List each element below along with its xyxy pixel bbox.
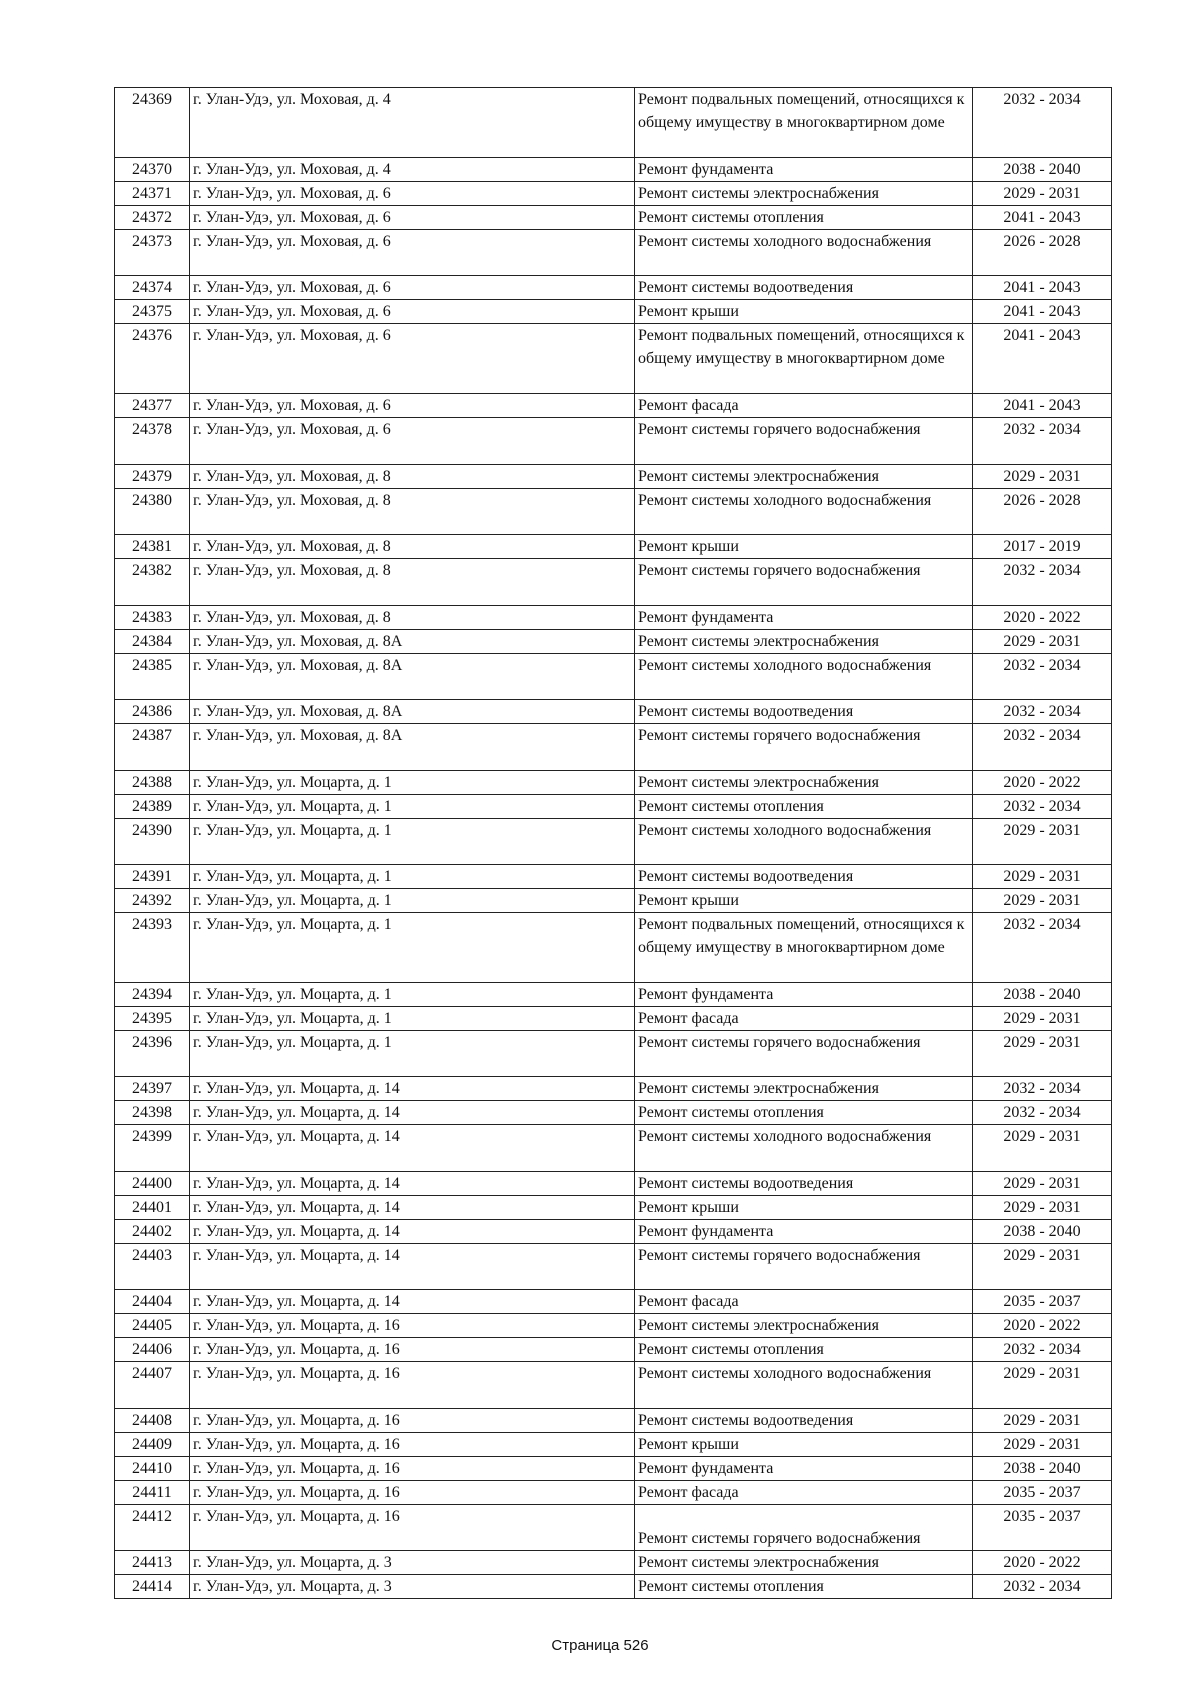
years-cell: 2032 - 2034	[973, 1338, 1112, 1362]
years-cell: 2032 - 2034	[973, 653, 1112, 700]
address-cell: г. Улан-Удэ, ул. Моцарта, д. 14	[190, 1243, 635, 1290]
row-number-cell: 24372	[115, 205, 190, 229]
table-row	[115, 770, 1112, 794]
address-cell: г. Улан-Удэ, ул. Моцарта, д. 14	[190, 1290, 635, 1314]
years-cell: 2020 - 2022	[973, 1314, 1112, 1338]
table-row	[115, 1314, 1112, 1338]
table-row	[115, 724, 1112, 771]
work-type-cell: Ремонт фасада	[635, 394, 973, 418]
address-cell: г. Улан-Удэ, ул. Моховая, д. 6	[190, 229, 635, 276]
table-row	[115, 1504, 1112, 1551]
row-number-cell: 24402	[115, 1219, 190, 1243]
address-cell: г. Улан-Удэ, ул. Моховая, д. 6	[190, 394, 635, 418]
address-cell: г. Улан-Удэ, ул. Моцарта, д. 1	[190, 889, 635, 913]
address-cell: г. Улан-Удэ, ул. Моховая, д. 6	[190, 181, 635, 205]
work-type-cell: Ремонт крыши	[635, 1432, 973, 1456]
address-cell: г. Улан-Удэ, ул. Моцарта, д. 1	[190, 982, 635, 1006]
years-cell: 2029 - 2031	[973, 464, 1112, 488]
years-cell: 2032 - 2034	[973, 1101, 1112, 1125]
row-number-cell: 24396	[115, 1030, 190, 1077]
work-type-cell: Ремонт системы холодного водоснабжения	[635, 488, 973, 535]
work-type-cell: Ремонт системы отопления	[635, 205, 973, 229]
table-row	[115, 1408, 1112, 1432]
work-type-cell: Ремонт фасада	[635, 1480, 973, 1504]
table-row	[115, 605, 1112, 629]
table-row	[115, 205, 1112, 229]
years-cell: 2029 - 2031	[973, 629, 1112, 653]
years-cell: 2029 - 2031	[973, 1171, 1112, 1195]
address-cell: г. Улан-Удэ, ул. Моцарта, д. 14	[190, 1195, 635, 1219]
address-cell: г. Улан-Удэ, ул. Моховая, д. 6	[190, 300, 635, 324]
work-type-cell: Ремонт системы электроснабжения	[635, 629, 973, 653]
row-number-cell: 24397	[115, 1077, 190, 1101]
years-cell: 2032 - 2034	[973, 1575, 1112, 1599]
table-row	[115, 653, 1112, 700]
table-row	[115, 300, 1112, 324]
address-cell: г. Улан-Удэ, ул. Моцарта, д. 16	[190, 1362, 635, 1409]
row-number-cell: 24401	[115, 1195, 190, 1219]
years-cell: 2038 - 2040	[973, 1456, 1112, 1480]
years-cell: 2029 - 2031	[973, 1125, 1112, 1172]
years-cell: 2029 - 2031	[973, 865, 1112, 889]
address-cell: г. Улан-Удэ, ул. Моховая, д. 6	[190, 324, 635, 394]
address-cell: г. Улан-Удэ, ул. Моховая, д. 8А	[190, 724, 635, 771]
row-number-cell: 24411	[115, 1480, 190, 1504]
table-row	[115, 1432, 1112, 1456]
work-type-cell: Ремонт системы электроснабжения	[635, 1314, 973, 1338]
table-row	[115, 889, 1112, 913]
years-cell: 2020 - 2022	[973, 770, 1112, 794]
years-cell: 2041 - 2043	[973, 324, 1112, 394]
table-row	[115, 1480, 1112, 1504]
table-row	[115, 700, 1112, 724]
row-number-cell: 24407	[115, 1362, 190, 1409]
years-cell: 2038 - 2040	[973, 982, 1112, 1006]
table-row	[115, 276, 1112, 300]
row-number-cell: 24380	[115, 488, 190, 535]
years-cell: 2029 - 2031	[973, 181, 1112, 205]
years-cell: 2029 - 2031	[973, 1243, 1112, 1290]
table-row	[115, 1101, 1112, 1125]
table-row	[115, 1125, 1112, 1172]
row-number-cell: 24398	[115, 1101, 190, 1125]
row-number-cell: 24391	[115, 865, 190, 889]
address-cell: г. Улан-Удэ, ул. Моцарта, д. 14	[190, 1077, 635, 1101]
work-type-cell: Ремонт подвальных помещений, относящихся к общему имуществу в многоквартирном доме	[635, 88, 973, 158]
address-cell: г. Улан-Удэ, ул. Моцарта, д. 16	[190, 1456, 635, 1480]
address-cell: г. Улан-Удэ, ул. Моховая, д. 4	[190, 88, 635, 158]
years-cell: 2035 - 2037	[973, 1504, 1112, 1551]
table-row	[115, 1030, 1112, 1077]
table-row	[115, 1362, 1112, 1409]
address-cell: г. Улан-Удэ, ул. Моцарта, д. 14	[190, 1219, 635, 1243]
work-type-cell: Ремонт крыши	[635, 300, 973, 324]
address-cell: г. Улан-Удэ, ул. Моцарта, д. 1	[190, 913, 635, 983]
row-number-cell: 24392	[115, 889, 190, 913]
address-cell: г. Улан-Удэ, ул. Моховая, д. 6	[190, 418, 635, 465]
page-number: Страница 526	[551, 1637, 649, 1654]
table-row	[115, 88, 1112, 158]
address-cell: г. Улан-Удэ, ул. Моховая, д. 6	[190, 205, 635, 229]
work-type-cell: Ремонт системы холодного водоснабжения	[635, 653, 973, 700]
address-cell: г. Улан-Удэ, ул. Моцарта, д. 16	[190, 1338, 635, 1362]
work-type-cell: Ремонт крыши	[635, 535, 973, 559]
years-cell: 2041 - 2043	[973, 300, 1112, 324]
years-cell: 2017 - 2019	[973, 535, 1112, 559]
row-number-cell: 24408	[115, 1408, 190, 1432]
work-type-cell: Ремонт системы отопления	[635, 794, 973, 818]
row-number-cell: 24373	[115, 229, 190, 276]
years-cell: 2029 - 2031	[973, 1030, 1112, 1077]
work-type-cell: Ремонт фасада	[635, 1290, 973, 1314]
table-row	[115, 1077, 1112, 1101]
table-row	[115, 181, 1112, 205]
table-row	[115, 535, 1112, 559]
address-cell: г. Улан-Удэ, ул. Моховая, д. 8А	[190, 629, 635, 653]
table-row	[115, 818, 1112, 865]
table-row	[115, 1551, 1112, 1575]
row-number-cell: 24390	[115, 818, 190, 865]
address-cell: г. Улан-Удэ, ул. Моцарта, д. 16	[190, 1432, 635, 1456]
row-number-cell: 24385	[115, 653, 190, 700]
years-cell: 2029 - 2031	[973, 818, 1112, 865]
row-number-cell: 24376	[115, 324, 190, 394]
years-cell: 2032 - 2034	[973, 559, 1112, 606]
table-row	[115, 1171, 1112, 1195]
table-row	[115, 1219, 1112, 1243]
row-number-cell: 24377	[115, 394, 190, 418]
address-cell: г. Улан-Удэ, ул. Моховая, д. 8А	[190, 700, 635, 724]
work-type-cell: Ремонт фундамента	[635, 1219, 973, 1243]
address-cell: г. Улан-Удэ, ул. Моцарта, д. 16	[190, 1480, 635, 1504]
address-cell: г. Улан-Удэ, ул. Моховая, д. 8	[190, 488, 635, 535]
work-type-cell: Ремонт фундамента	[635, 1456, 973, 1480]
work-type-cell: Ремонт системы горячего водоснабжения	[635, 418, 973, 465]
table-row	[115, 982, 1112, 1006]
row-number-cell: 24406	[115, 1338, 190, 1362]
address-cell: г. Улан-Удэ, ул. Моцарта, д. 16	[190, 1504, 635, 1551]
work-type-cell: Ремонт системы горячего водоснабжения	[635, 724, 973, 771]
years-cell: 2020 - 2022	[973, 1551, 1112, 1575]
work-type-cell: Ремонт подвальных помещений, относящихся к общему имуществу в многоквартирном доме	[635, 913, 973, 983]
years-cell: 2026 - 2028	[973, 488, 1112, 535]
work-type-cell: Ремонт системы электроснабжения	[635, 464, 973, 488]
row-number-cell: 24403	[115, 1243, 190, 1290]
years-cell: 2032 - 2034	[973, 724, 1112, 771]
row-number-cell: 24384	[115, 629, 190, 653]
work-type-cell: Ремонт системы холодного водоснабжения	[635, 1125, 973, 1172]
address-cell: г. Улан-Удэ, ул. Моховая, д. 8	[190, 559, 635, 606]
row-number-cell: 24395	[115, 1006, 190, 1030]
table-row	[115, 229, 1112, 276]
table-row	[115, 913, 1112, 983]
years-cell: 2035 - 2037	[973, 1290, 1112, 1314]
years-cell: 2026 - 2028	[973, 229, 1112, 276]
years-cell: 2032 - 2034	[973, 1077, 1112, 1101]
work-type-cell: Ремонт системы электроснабжения	[635, 1077, 973, 1101]
table-row	[115, 157, 1112, 181]
address-cell: г. Улан-Удэ, ул. Моховая, д. 8	[190, 464, 635, 488]
work-type-cell: Ремонт фундамента	[635, 605, 973, 629]
work-type-cell: Ремонт системы горячего водоснабжения	[635, 1243, 973, 1290]
work-type-cell: Ремонт системы холодного водоснабжения	[635, 1362, 973, 1409]
years-cell: 2020 - 2022	[973, 605, 1112, 629]
years-cell: 2029 - 2031	[973, 1195, 1112, 1219]
row-number-cell: 24405	[115, 1314, 190, 1338]
address-cell: г. Улан-Удэ, ул. Моховая, д. 4	[190, 157, 635, 181]
work-type-cell: Ремонт фасада	[635, 1006, 973, 1030]
years-cell: 2032 - 2034	[973, 794, 1112, 818]
address-cell: г. Улан-Удэ, ул. Моховая, д. 8	[190, 605, 635, 629]
repair-schedule-table	[114, 87, 1112, 1599]
row-number-cell: 24369	[115, 88, 190, 158]
address-cell: г. Улан-Удэ, ул. Моцарта, д. 14	[190, 1101, 635, 1125]
address-cell: г. Улан-Удэ, ул. Моховая, д. 8	[190, 535, 635, 559]
row-number-cell: 24393	[115, 913, 190, 983]
work-type-cell: Ремонт системы горячего водоснабжения	[635, 1030, 973, 1077]
years-cell: 2041 - 2043	[973, 205, 1112, 229]
row-number-cell: 24394	[115, 982, 190, 1006]
table-row	[115, 559, 1112, 606]
row-number-cell: 24388	[115, 770, 190, 794]
table-row	[115, 1290, 1112, 1314]
row-number-cell: 24413	[115, 1551, 190, 1575]
work-type-cell: Ремонт системы электроснабжения	[635, 1551, 973, 1575]
years-cell: 2029 - 2031	[973, 1362, 1112, 1409]
table-row	[115, 1575, 1112, 1599]
work-type-cell: Ремонт системы отопления	[635, 1338, 973, 1362]
work-type-cell: Ремонт системы водоотведения	[635, 1171, 973, 1195]
table-body	[115, 88, 1112, 1599]
table-row	[115, 1456, 1112, 1480]
row-number-cell: 24399	[115, 1125, 190, 1172]
address-cell: г. Улан-Удэ, ул. Моцарта, д. 16	[190, 1314, 635, 1338]
row-number-cell: 24414	[115, 1575, 190, 1599]
row-number-cell: 24370	[115, 157, 190, 181]
row-number-cell: 24383	[115, 605, 190, 629]
work-type-cell: Ремонт крыши	[635, 1195, 973, 1219]
work-type-cell: Ремонт системы отопления	[635, 1101, 973, 1125]
work-type-cell: Ремонт системы водоотведения	[635, 276, 973, 300]
row-number-cell: 24389	[115, 794, 190, 818]
work-type-cell: Ремонт подвальных помещений, относящихся к общему имуществу в многоквартирном доме	[635, 324, 973, 394]
row-number-cell: 24374	[115, 276, 190, 300]
table-row	[115, 794, 1112, 818]
row-number-cell: 24404	[115, 1290, 190, 1314]
years-cell: 2041 - 2043	[973, 394, 1112, 418]
years-cell: 2032 - 2034	[973, 418, 1112, 465]
address-cell: г. Улан-Удэ, ул. Моцарта, д. 3	[190, 1575, 635, 1599]
row-number-cell: 24379	[115, 464, 190, 488]
table-row	[115, 324, 1112, 394]
years-cell: 2038 - 2040	[973, 157, 1112, 181]
years-cell: 2029 - 2031	[973, 1432, 1112, 1456]
table-row	[115, 629, 1112, 653]
work-type-cell: Ремонт системы горячего водоснабжения	[635, 1504, 973, 1551]
work-type-cell: Ремонт системы отопления	[635, 1575, 973, 1599]
address-cell: г. Улан-Удэ, ул. Моцарта, д. 1	[190, 1030, 635, 1077]
row-number-cell: 24387	[115, 724, 190, 771]
work-type-cell: Ремонт системы холодного водоснабжения	[635, 229, 973, 276]
row-number-cell: 24400	[115, 1171, 190, 1195]
years-cell: 2029 - 2031	[973, 889, 1112, 913]
row-number-cell: 24382	[115, 559, 190, 606]
work-type-cell: Ремонт системы электроснабжения	[635, 770, 973, 794]
work-type-cell: Ремонт системы холодного водоснабжения	[635, 818, 973, 865]
address-cell: г. Улан-Удэ, ул. Моховая, д. 6	[190, 276, 635, 300]
address-cell: г. Улан-Удэ, ул. Моцарта, д. 1	[190, 865, 635, 889]
years-cell: 2032 - 2034	[973, 88, 1112, 158]
work-type-cell: Ремонт системы водоотведения	[635, 1408, 973, 1432]
table-row	[115, 418, 1112, 465]
row-number-cell: 24378	[115, 418, 190, 465]
years-cell: 2041 - 2043	[973, 276, 1112, 300]
years-cell: 2029 - 2031	[973, 1408, 1112, 1432]
address-cell: г. Улан-Удэ, ул. Моцарта, д. 1	[190, 1006, 635, 1030]
row-number-cell: 24371	[115, 181, 190, 205]
address-cell: г. Улан-Удэ, ул. Моховая, д. 8А	[190, 653, 635, 700]
work-type-cell: Ремонт системы горячего водоснабжения	[635, 559, 973, 606]
row-number-cell: 24409	[115, 1432, 190, 1456]
work-type-cell: Ремонт системы водоотведения	[635, 865, 973, 889]
row-number-cell: 24381	[115, 535, 190, 559]
address-cell: г. Улан-Удэ, ул. Моцарта, д. 3	[190, 1551, 635, 1575]
table-row	[115, 1006, 1112, 1030]
address-cell: г. Улан-Удэ, ул. Моцарта, д. 1	[190, 770, 635, 794]
table-row	[115, 865, 1112, 889]
work-type-cell: Ремонт системы электроснабжения	[635, 181, 973, 205]
work-type-cell: Ремонт крыши	[635, 889, 973, 913]
work-type-cell: Ремонт системы водоотведения	[635, 700, 973, 724]
years-cell: 2038 - 2040	[973, 1219, 1112, 1243]
address-cell: г. Улан-Удэ, ул. Моцарта, д. 14	[190, 1171, 635, 1195]
address-cell: г. Улан-Удэ, ул. Моцарта, д. 1	[190, 794, 635, 818]
row-number-cell: 24412	[115, 1504, 190, 1551]
address-cell: г. Улан-Удэ, ул. Моцарта, д. 1	[190, 818, 635, 865]
table-row	[115, 488, 1112, 535]
table-row	[115, 464, 1112, 488]
row-number-cell: 24375	[115, 300, 190, 324]
years-cell: 2029 - 2031	[973, 1006, 1112, 1030]
table-row	[115, 1195, 1112, 1219]
work-type-cell: Ремонт фундамента	[635, 982, 973, 1006]
years-cell: 2032 - 2034	[973, 700, 1112, 724]
work-type-cell: Ремонт фундамента	[635, 157, 973, 181]
row-number-cell: 24386	[115, 700, 190, 724]
years-cell: 2035 - 2037	[973, 1480, 1112, 1504]
address-cell: г. Улан-Удэ, ул. Моцарта, д. 16	[190, 1408, 635, 1432]
years-cell: 2032 - 2034	[973, 913, 1112, 983]
address-cell: г. Улан-Удэ, ул. Моцарта, д. 14	[190, 1125, 635, 1172]
table-row	[115, 394, 1112, 418]
table-row	[115, 1338, 1112, 1362]
row-number-cell: 24410	[115, 1456, 190, 1480]
table-row	[115, 1243, 1112, 1290]
